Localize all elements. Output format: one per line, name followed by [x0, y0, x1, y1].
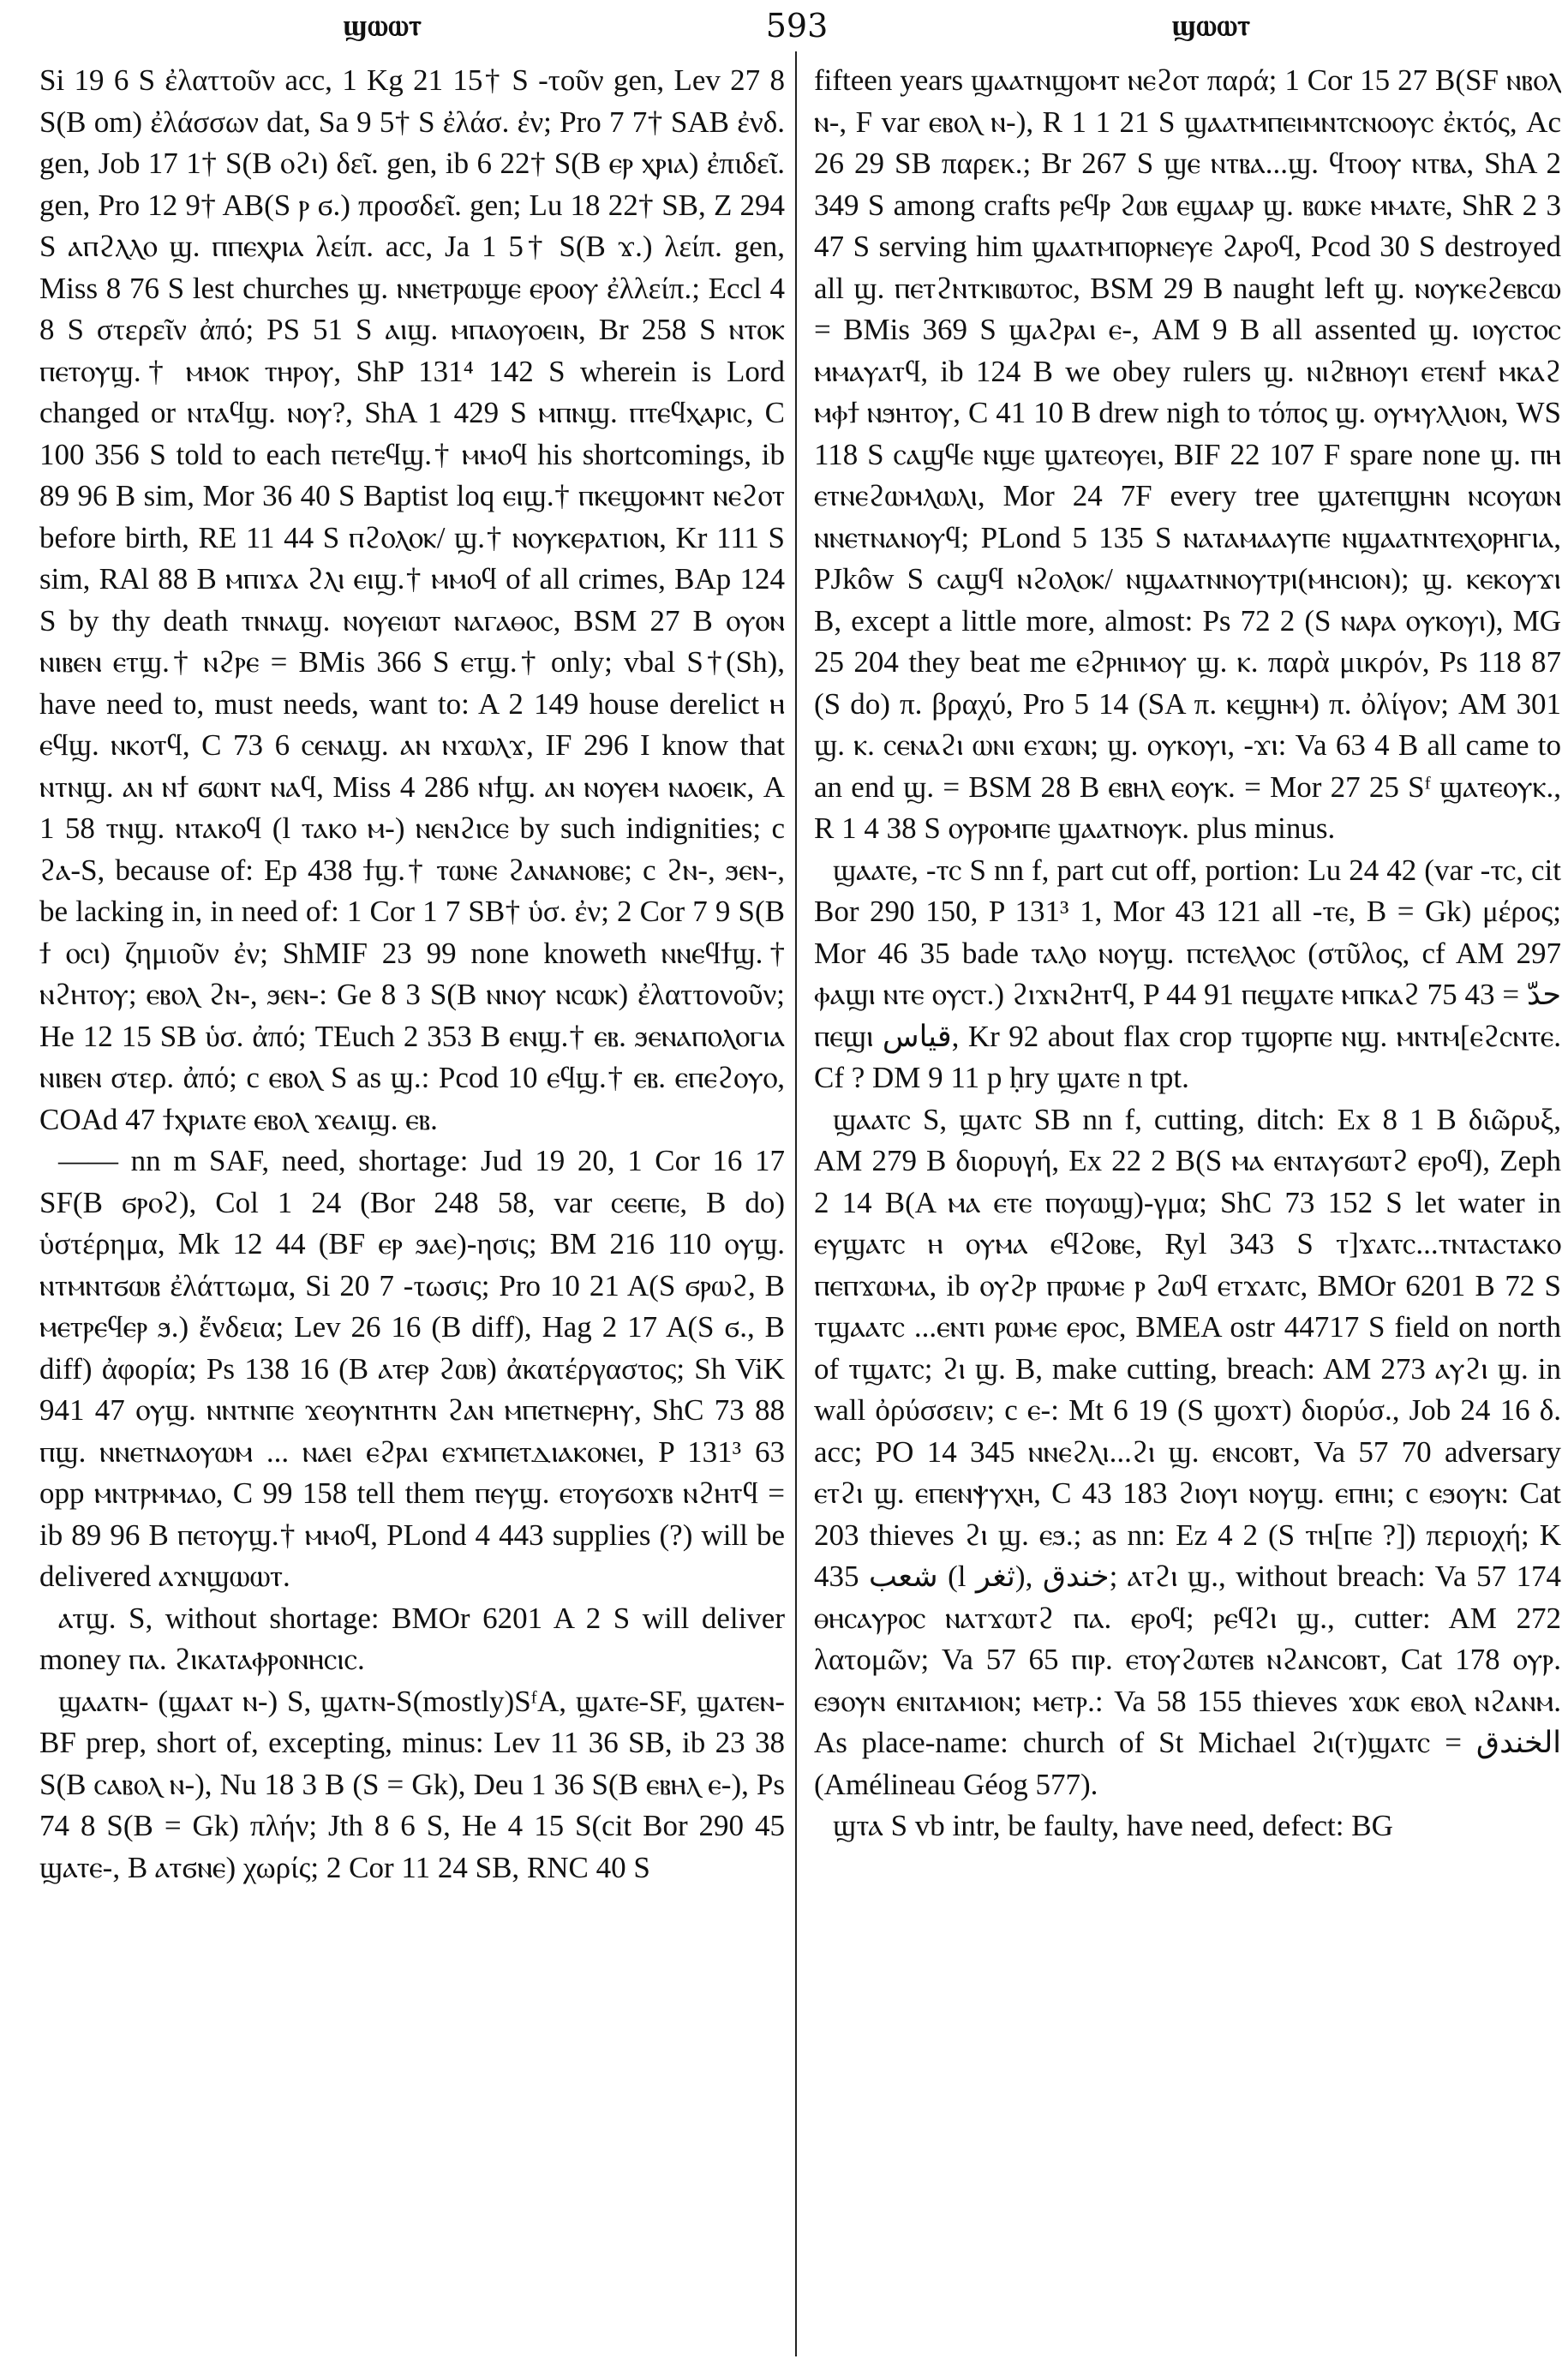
left-column: [39, 60, 785, 2356]
column-divider: [795, 51, 797, 2356]
entry-paragraph: Si 19 6 S ἐλαττοῦν acc, 1 Kg 21 15† S -τοῦν gen, Lev 27 8 S(B om) ἐλάσσων dat, Sa 9 5† S ἐλάσ. ἐν; Pro 7 7† SAB ἐνδ. gen, Job 17 1† S(B ⲟϩⲓ) δεῖ. gen, ib 6 22† S(B ⲉⲣ ⲭⲣⲓⲁ) ἐπιδεῖ. gen, Pro 12 9† AB(S ⲣ ϭ.) προσδεῖ. gen; Lu 18 22† SB, Z 294 S ⲁⲡϩⲗⲗⲟ ϣ. ⲡⲡⲉⲭⲣⲓⲁ λείπ. acc, Ja 1 5† S(B ϫ.) λείπ. gen, Miss 8 76 S lest churches ϣ. ⲛⲛⲉⲧⲣⲱϣⲉ ⲉⲣⲟⲟⲩ ἐλλείπ.; Eccl 4 8 S στερεῖν ἀπό; PS 51 S ⲁⲓϣ. ⲙⲡⲁⲟⲩⲟⲉⲓⲛ, Br 258 S ⲛⲧⲟⲕ ⲡⲉⲧⲟⲩϣ.† ⲙⲙⲟⲕ ⲧⲏⲣⲟⲩ, ShP 131⁴ 142 S wherein is Lord changed or ⲛⲧⲁϥϣ. ⲛⲟⲩ?, ShA 1 429 S ⲙⲡⲛϣ. ⲡⲧⲉϥⲭⲁⲣⲓⲥ, C 100 356 S told to each ⲡⲉⲧⲉϥϣ.† ⲙⲙⲟϥ his shortcomings, ib 89 96 B sim, Mor 36 40 S Baptist loq ⲉⲓϣ.† ⲡⲕⲉϣⲟⲙⲛⲧ ⲛⲉϩⲟⲧ before birth, RE 11 44 S ⲡϩⲟⲗⲟⲕ/ ϣ.† ⲛⲟⲩⲕⲉⲣⲁⲧⲓⲟⲛ, Kr 111 S sim, RAl 88 B ⲙⲡⲓϫⲁ ϩⲗⲓ ⲉⲓϣ.† ⲙⲙⲟϥ of all crimes, BAp 124 S by thy death ⲧⲛⲛⲁϣ. ⲛⲟⲩⲉⲓⲱⲧ ⲛⲁⲅⲁⲑⲟⲥ, BSM 27 B ⲟⲩⲟⲛ ⲛⲓⲃⲉⲛ ⲉⲧϣ.† ⲛϩⲣⲉ = BMis 366 S ⲉⲧϣ.† only; vbal S†(Sh), have need to, must needs, want to: A 2 149 house derelict ⲏ ⲉϥϣ. ⲛⲕⲟⲧϥ, C 73 6 ⲥⲉⲛⲁϣ. ⲁⲛ ⲛϫⲱⲗϫ, IF 296 I know that ⲛⲧⲛϣ. ⲁⲛ ⲛϯ ϭⲱⲛⲧ ⲛⲁϥ, Miss 4 286 ⲛϯϣ. ⲁⲛ ⲛⲟⲩⲉⲙ ⲛⲁⲟⲉⲓⲕ, A 1 58 ⲧⲛϣ. ⲛⲧⲁⲕⲟϥ (l ⲧⲁⲕⲟ ⲙ-) ⲛⲉⲛϩⲓⲥⲉ by such indignities; c ϩⲁ-S, because of: Ep 438 ϯϣ.† ⲧⲱⲛⲉ ϩⲁⲛⲁⲛⲟⲃⲉ; c ϩⲛ-, ϧⲉⲛ-, be lacking in, in need of: 1 Cor 1 7 SB† ὑσ. ἐν; 2 Cor 7 9 S(B ϯ ⲟⲥⲓ) ζημιοῦν ἐν; ShMIF 23 99 none knoweth ⲛⲛⲉϥϯϣ.† ⲛϩⲏⲧⲟⲩ; ⲉⲃⲟⲗ ϩⲛ-, ϧⲉⲛ-: Ge 8 3 S(B ⲛⲛⲟⲩ ⲛⲥⲱⲕ) ἐλαττονοῦν; He 12 15 SB ὑσ. ἀπό; TEuch 2 353 B ⲉⲛϣ.† ⲉⲃ. ϧⲉⲛⲁⲡⲟⲗⲟⲅⲓⲁ ⲛⲓⲃⲉⲛ στερ. ἀπό; c ⲉⲃⲟⲗ S as ϣ.: Pcod 10 ⲉϥϣ.† ⲉⲃ. ⲉⲡⲉϩⲟⲩⲟ, COAd 47 ϯⲭⲣⲓⲁⲧⲉ ⲉⲃⲟⲗ ϫⲉⲁⲓϣ. ⲉⲃ.: [39, 63, 785, 1136]
right-running-headword: ϣⲱⲱⲧ: [1171, 9, 1251, 43]
entry-paragraph: ϣⲧⲁ S vb intr, be faulty, have need, defect: BG: [833, 1809, 1393, 1842]
entry-paragraph: ⲁⲧϣ. S, without shortage: BMOr 6201 A 2 S will deliver money ⲡⲁ. ϩⲓⲕⲁⲧⲁⲫⲣⲟⲛⲏⲥⲓⲥ.: [39, 1601, 785, 1676]
entry-paragraph: ϣⲁⲁⲧⲉ, -ⲧⲥ S nn f, part cut off, portion: Lu 24 42 (var -ⲧⲥ, cit Bor 290 150, P 131³ 1, Mor 43 121 all -ⲧⲉ, B = Gk) μέρος; Mor 46 35 bade ⲧⲁⲗⲟ ⲛⲟⲩϣ. ⲡⲥⲧⲉⲗⲗⲟⲥ (στῦλος, cf AM 297 ⲫⲁϣⲓ ⲛⲧⲉ ⲟⲩⲥⲧ.) ϩⲓϫⲛϩⲏⲧϥ, P 44 91 ⲡⲉϣⲁⲧⲉ ⲙⲡⲕⲁϩ حدّ = 43 75 ⲡⲉϣⲓ قياس, Kr 92 about flax crop ⲧϣⲟⲣⲡⲉ ⲛϣ. ⲙⲛⲧⲙ[ⲉϩⲥⲛⲧⲉ. Cf ? DM 9 11 p ḥry ϣⲁⲧⲉ n tpt.: [814, 853, 1561, 1094]
right-column: [814, 60, 1561, 2356]
left-running-headword: ϣⲱⲱⲧ: [343, 9, 422, 43]
entry-paragraph: ϣⲁⲁⲧⲥ S, ϣⲁⲧⲥ SB nn f, cutting, ditch: Ex 8 1 B διῶρυξ, AM 279 B διορυγή, Ex 22 2 B(S ⲙⲁ ⲉⲛⲧⲁⲩϭⲱⲧϩ ⲉⲣⲟϥ), Zeph 2 14 B(A ⲙⲁ ⲉⲧⲉ ⲡⲟⲩⲱϣ)-γμα; ShC 73 152 S let water in ⲉⲩϣⲁⲧⲥ ⲏ ⲟⲩⲙⲁ ⲉϥϩⲟⲃⲉ, Ryl 343 S ⲧ]ϫⲁⲧⲥ...ⲧⲛⲧⲁⲥⲧⲁⲕⲟ ⲡⲉⲡϫⲱⲙⲁ, ib ⲟⲩϩⲣ ⲡⲣⲱⲙⲉ ⲣ ϩⲱϥ ⲉⲧϫⲁⲧⲥ, BMOr 6201 B 72 S ⲧϣⲁⲁⲧⲥ ...ⲉⲛⲧⲓ ⲣⲱⲙⲉ ⲉⲣⲟⲥ, BMEA ostr 44717 S field on north of ⲧϣⲁⲧⲥ; ϩⲓ ϣ. B, make cutting, breach: AM 273 ⲁⲩϩⲓ ϣ. in wall ὀρύσσειν; c ⲉ-: Mt 6 19 (S ϣⲟϫⲧ) διορύσ., Job 24 16 δ. acc; PO 14 345 ⲛⲛⲉϩⲗⲓ...ϩⲓ ϣ. ⲉⲛⲥⲟⲃⲧ, Va 57 70 adversary ⲉⲧϩⲓ ϣ. ⲉⲡⲉⲛⲯⲩⲭⲏ, C 43 183 ϩⲓⲟⲩⲓ ⲛⲟⲩϣ. ⲉⲡⲏⲓ; c ⲉϧⲟⲩⲛ: Cat 203 thieves ϩⲓ ϣ. ⲉϧ.; as nn: Ez 4 2 (S ⲧⲏ[ⲡⲉ ?]) περιοχή; K 435 شعب (l ثغر), خندق; ⲁⲧϩⲓ ϣ., without breach: Va 57 174 ⲑⲏⲥⲁⲩⲣⲟⲥ ⲛⲁⲧϫⲱⲧϩ ⲡⲁ. ⲉⲣⲟϥ; ⲣⲉϥϩⲓ ϣ., cutter: AM 272 λατομῶν; Va 57 65 ⲡⲓⲣ. ⲉⲧⲟⲩϩⲱⲧⲉⲃ ⲛϩⲁⲛⲥⲟⲃⲧ, Cat 178 ⲟⲩⲣ. ⲉϧⲟⲩⲛ ⲉⲛⲓⲧⲁⲙⲓⲟⲛ; ⲙⲉⲧⲣ.: Va 58 155 thieves ϫⲱⲕ ⲉⲃⲟⲗ ⲛϩⲁⲛⲙ. As place-name: church of St Michael ϩⲓ(ⲧ)ϣⲁⲧⲥ = الخندق (Amélineau Géog 577).: [814, 1102, 1561, 1801]
entry-paragraph: fifteen years ϣⲁⲁⲧⲛϣⲟⲙⲧ ⲛⲉϩⲟⲧ παρά; 1 Cor 15 27 B(SF ⲛⲃⲟⲗ ⲛ-, F var ⲉⲃⲟⲗ ⲛ-), R 1 1 21 S ϣⲁⲁⲧⲙⲡⲉⲓⲙⲛⲧⲥⲛⲟⲟⲩⲥ ἐκτός, Ac 26 29 SB παρεκ.; Br 267 S ϣⲉ ⲛⲧⲃⲁ...ϣ. ϥⲧⲟⲟⲩ ⲛⲧⲃⲁ, ShA 2 349 S among crafts ⲣⲉϥⲣ ϩⲱⲃ ⲉϣⲁⲁⲣ ϣ. ⲃⲱⲕⲉ ⲙⲙⲁⲧⲉ, ShR 2 3 47 S serving him ϣⲁⲁⲧⲙⲡⲟⲣⲛⲉⲩⲉ ϩⲁⲣⲟϥ, Pcod 30 S destroyed all ϣ. ⲡⲉⲧϩⲛⲧⲕⲓⲃⲱⲧⲟⲥ, BSM 29 B naught left ϣ. ⲛⲟⲩⲕⲉϩⲉⲃⲥⲱ = BMis 369 S ϣⲁϩⲣⲁⲓ ⲉ-, AM 9 B all assented ϣ. ⲓⲟⲩⲥⲧⲟⲥ ⲙⲙⲁⲩⲁⲧϥ, ib 124 B we obey rulers ϣ. ⲛⲓϩⲃⲏⲟⲩⲓ ⲉⲧⲉⲛϯ ⲙⲕⲁϩ ⲙⲫϯ ⲛϧⲏⲧⲟⲩ, C 41 10 B drew nigh to τόπος ϣ. ⲟⲩⲙⲩⲗⲗⲓⲟⲛ, WS 118 S ⲥⲁϣϥⲉ ⲛϣⲉ ϣⲁⲧⲉⲟⲩⲉⲓ, BIF 22 107 F spare none ϣ. ⲡⲏ ⲉⲧⲛⲉϩⲱⲙⲗⲱⲗⲓ, Mor 24 7F every tree ϣⲁⲧⲉⲡϣⲏⲛ ⲛⲥⲟⲩⲱⲛ ⲛⲛⲉⲧⲛⲁⲛⲟⲩϥ; PLond 5 135 S ⲛⲁⲧⲁⲙⲁⲁⲩⲡⲉ ⲛϣⲁⲁⲧⲛⲧⲉⲭⲟⲣⲏⲅⲓⲁ, PJkôw S ⲥⲁϣϥ ⲛϩⲟⲗⲟⲕ/ ⲛϣⲁⲁⲧⲛⲛⲟⲩⲧⲣⲓ(ⲙⲏⲥⲓⲟⲛ); ϣ. ⲕⲉⲕⲟⲩϫⲓ B, except a little more, almost: Ps 72 2 (S ⲛⲁⲣⲁ ⲟⲩⲕⲟⲩⲓ), MG 25 204 they beat me ⲉϩⲣⲏⲓⲙⲟⲩ ϣ. ⲕ. παρὰ μικρόν, Ps 118 87 (S do) π. βραχύ, Pro 5 14 (SA π. ⲕⲉϣⲏⲙ) π. ὀλίγον; AM 301 ϣ. ⲕ. ⲥⲉⲛⲁϩⲓ ⲱⲛⲓ ⲉϫⲱⲛ; ϣ. ⲟⲩⲕⲟⲩⲓ, -ϫⲓ: Va 63 4 B all came to an end ϣ. = BSM 28 B ⲉⲃⲏⲗ ⲉⲟⲩⲕ. = Mor 27 25 Sᶠ ϣⲁⲧⲉⲟⲩⲕ., R 1 4 38 S ⲟⲩⲣⲟⲙⲡⲉ ϣⲁⲁⲧⲛⲟⲩⲕ. plus minus.: [814, 63, 1561, 845]
page-number: 593: [765, 7, 829, 45]
entry-paragraph: —— nn m SAF, need, shortage: Jud 19 20, 1 Cor 16 17 SF(B ϭⲣⲟϩ), Col 1 24 (Bor 248 58, var ⲥⲉⲉⲡⲉ, B do) ὑστέρημα, Mk 12 44 (BF ⲉⲣ ϧⲁⲉ)-ησις; BM 216 110 ⲟⲩϣ. ⲛⲧⲙⲛⲧϭⲱⲃ ἐλάττωμα, Si 20 7 -τωσις; Pro 10 21 A(S ϭⲣⲱϩ, B ⲙⲉⲧⲣⲉϥⲉⲣ ϧ.) ἔνδεια; Lev 26 16 (B diff), Hag 2 17 A(S ϭ., B diff) ἀφορία; Ps 138 16 (B ⲁⲧⲉⲣ ϩⲱⲃ) ἀκατέργαστος; Sh ViK 941 47 ⲟⲩϣ. ⲛⲛⲧⲛⲡⲉ ϫⲉⲟⲩⲛⲧⲏⲧⲛ ϩⲁⲛ ⲙⲡⲉⲧⲛⲉⲣⲏⲩ, ShC 73 88 ⲡϣ. ⲛⲛⲉⲧⲛⲁⲟⲩⲱⲙ ... ⲛⲁⲉⲓ ⲉϩⲣⲁⲓ ⲉϫⲙⲡⲉⲧⲇⲓⲁⲕⲟⲛⲉⲓ, P 131³ 63 opp ⲙⲛⲧⲣⲙⲙⲁⲟ, C 99 158 tell them ⲡⲉⲩϣ. ⲉⲧⲟⲩϭⲟϫⲃ ⲛϩⲏⲧϥ = ib 89 96 B ⲡⲉⲧⲟⲩϣ.† ⲙⲙⲟϥ, PLond 4 443 supplies (?) will be delivered ⲁϫⲛϣⲱⲱⲧ.: [39, 1144, 785, 1593]
page-header: [34, 5, 1534, 46]
entry-paragraph: ϣⲁⲁⲧⲛ- (ϣⲁⲁⲧ ⲛ-) S, ϣⲁⲧⲛ-S(mostly)SᶠA, ϣⲁⲧⲉ-SF, ϣⲁⲧⲉⲛ-BF prep, short of, excepting, minus: Lev 11 36 SB, ib 23 38 S(B ⲥⲁⲃⲟⲗ ⲛ-), Nu 18 3 B (S = Gk), Deu 1 36 S(B ⲉⲃⲏⲗ ⲉ-), Ps 74 8 S(B = Gk) πλήν; Jth 8 6 S, He 4 15 S(cit Bor 290 45 ϣⲁⲧⲉ-, B ⲁⲧϭⲛⲉ) χωρίς; 2 Cor 11 24 SB, RNC 40 S: [39, 1684, 785, 1884]
